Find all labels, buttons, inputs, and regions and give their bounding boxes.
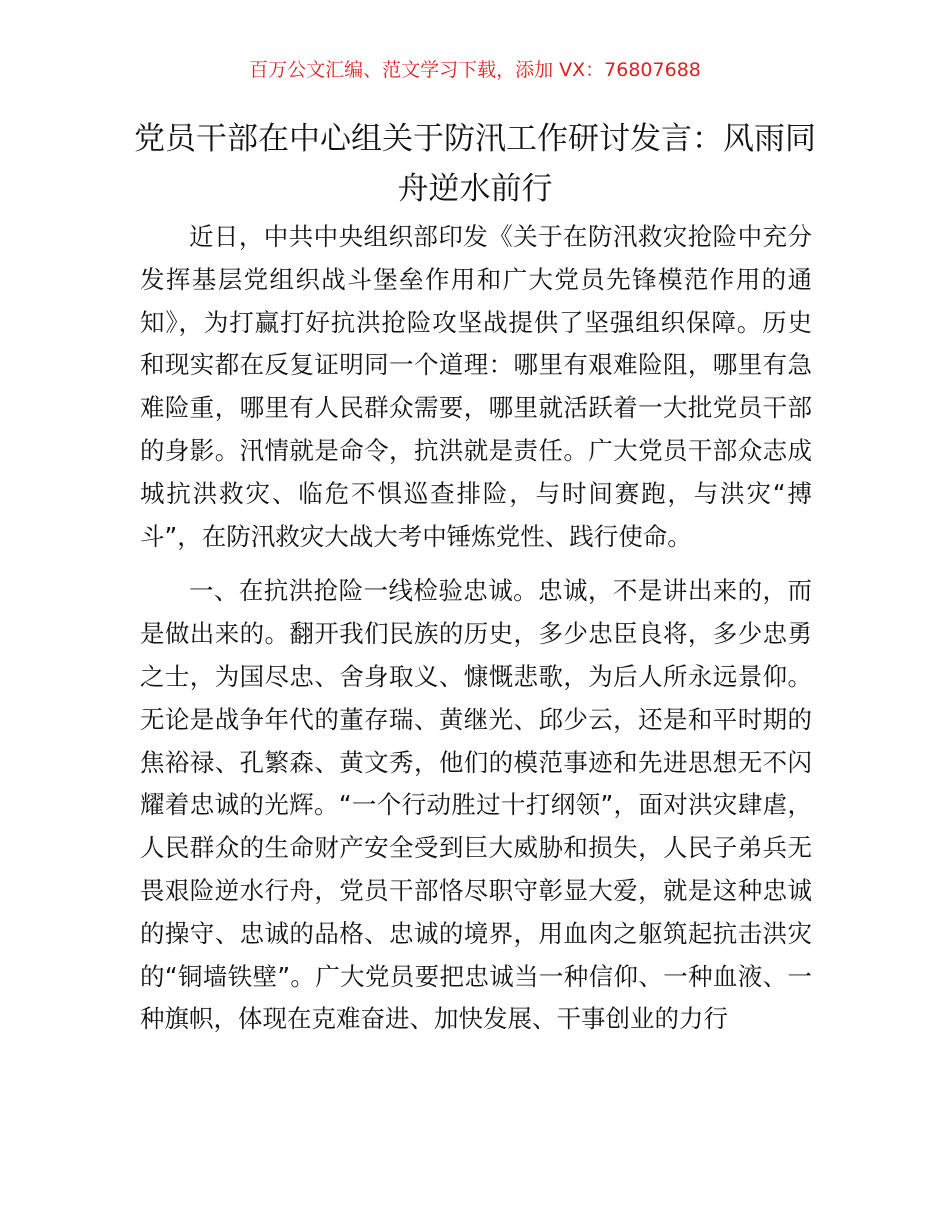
document-title: 党员干部在中心组关于防汛工作研讨发言：风雨同舟逆水前行	[134, 121, 816, 207]
document-body	[140, 216, 812, 1053]
watermark-header-note: 百万公文汇编、范文学习下载，添加 VX：76807688	[249, 59, 701, 81]
body-paragraph-intro: 近日，中共中央组织部印发《关于在防汛救灾抢险中充分发挥基层党组织战斗堡垒作用和广大党员先锋模范作用的通知》，为打赢打好抗洪抢险攻坚战提供了坚强组织保障。历史和现实都在反复证明同一个道理：哪里有艰难险阻，哪里有急难险重，哪里有人民群众需要，哪里就活跃着一大批党员干部的身影。汛情就是命令，抗洪就是责任。广大党员干部众志成城抗洪救灾、临危不惧巡查排险，与时间赛跑，与洪灾“搏斗”，在防汛救灾大战大考中锤炼党性、践行使命。	[140, 222, 812, 551]
body-paragraph-section-one: 一、在抗洪抢险一线检验忠诚。忠诚，不是讲出来的，而是做出来的。翻开我们民族的历史，多少忠臣良将，多少忠勇之士，为国尽忠、舍身取义、慷慨悲歌，为后人所永远景仰。无论是战争年代的董存瑞、黄继光、邱少云，还是和平时期的焦裕禄、孔繁森、黄文秀，他们的模范事迹和先进思想无不闪耀着忠诚的光辉。“一个行动胜过十打纲领”，面对洪灾肆虐，人民群众的生命财产安全受到巨大威胁和损失，人民子弟兵无畏艰险逆水行舟，党员干部恪尽职守彰显大爱，就是这种忠诚的操守、忠诚的品格、忠诚的境界，用血肉之躯筑起抗击洪灾的“铜墙铁壁”。广大党员要把忠诚当一种信仰、一种血液、一种旗帜，体现在克难奋进、加快发展、干事创业的力行	[140, 576, 812, 1034]
